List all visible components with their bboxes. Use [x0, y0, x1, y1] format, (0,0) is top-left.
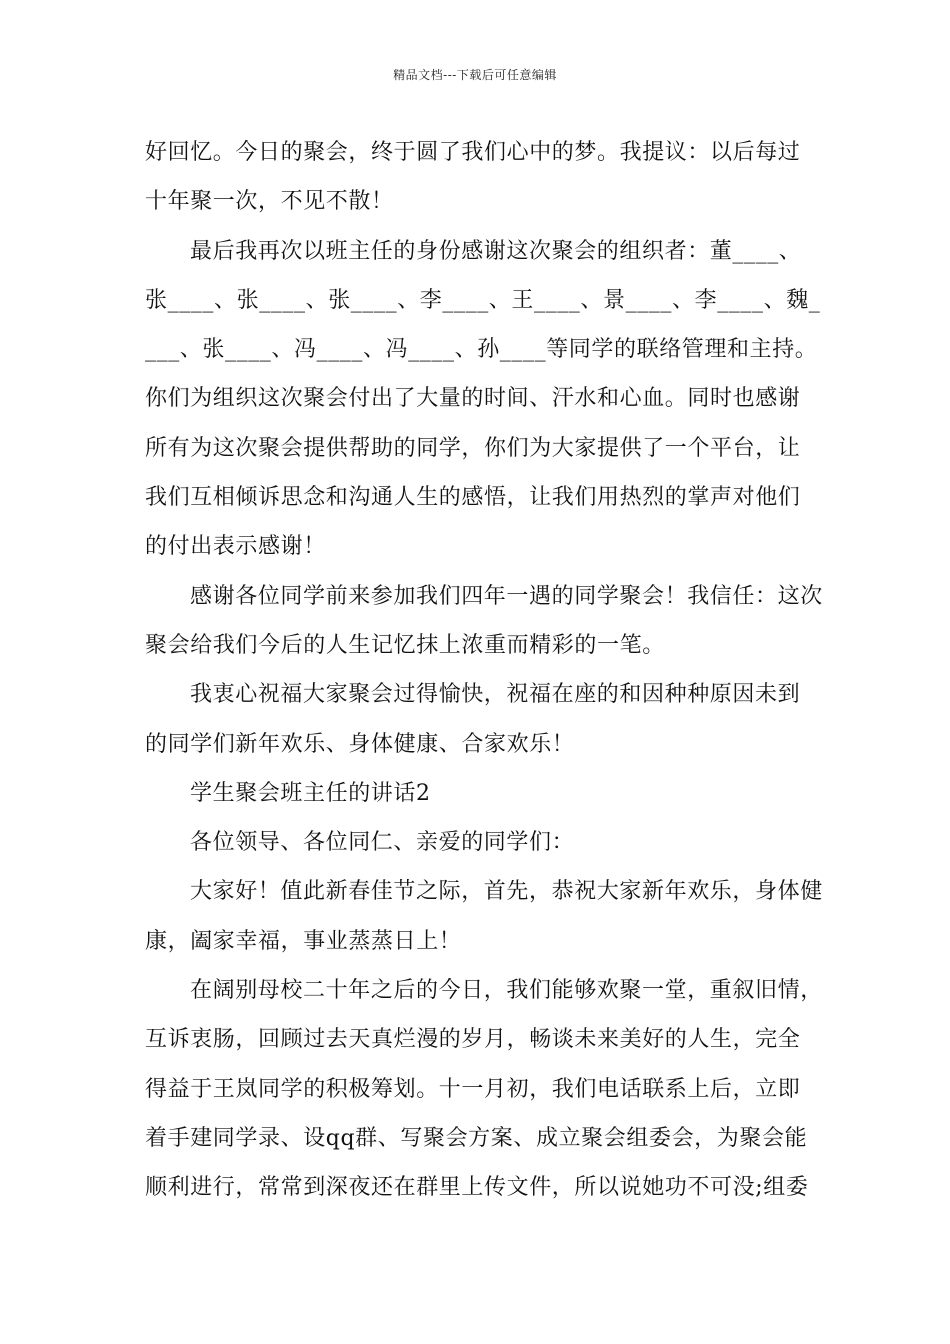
- text-line: 十年聚一次，不见不散！: [145, 189, 394, 215]
- text-line: 聚会给我们今后的人生记忆抹上浓重而精彩的一笔。: [145, 632, 665, 658]
- text-line: 好回忆。今日的聚会，终于圆了我们心中的梦。我提议：以后每过: [145, 140, 801, 165]
- text-line: 着手建同学录、设qq群、写聚会方案、成立聚会组委会，为聚会能: [145, 1125, 808, 1151]
- salutation: 各位领导、各位同仁、亲爱的同学们：: [190, 830, 575, 856]
- text-line: ___、张____、冯____、冯____、孙____等同学的联络管理和主持。: [145, 337, 818, 363]
- text-line: 感谢各位同学前来参加我们四年一遇的同学聚会！我信任：这次: [190, 583, 823, 609]
- text-line: 的同学们新年欢乐、身体健康、合家欢乐！: [145, 731, 575, 757]
- text-line: 的付出表示感谢！: [145, 534, 326, 560]
- text-line: 得益于王岚同学的积极筹划。十一月初，我们电话联系上后，立即: [145, 1076, 801, 1102]
- text-line: 大家好！值此新春佳节之际，首先，恭祝大家新年欢乐，身体健: [190, 879, 823, 905]
- text-line: 我衷心祝福大家聚会过得愉快，祝福在座的和因种种原因未到: [190, 682, 801, 708]
- text-line: 我们互相倾诉思念和沟通人生的感悟，让我们用热烈的掌声对他们: [145, 485, 801, 511]
- text-line: 最后我再次以班主任的身份感谢这次聚会的组织者：董____、: [190, 238, 802, 264]
- text-line: 康，阖家幸福，事业蒸蒸日上！: [145, 928, 462, 954]
- text-line: 互诉衷肠，回顾过去天真烂漫的岁月，畅谈未来美好的人生，完全: [145, 1027, 801, 1053]
- text-line: 所有为这次聚会提供帮助的同学，你们为大家提供了一个平台，让: [145, 435, 801, 461]
- document-body: [145, 128, 823, 1213]
- text-line: 顺利进行，常常到深夜还在群里上传文件，所以说她功不可没;组委: [145, 1175, 809, 1201]
- text-line: 在阔别母校二十年之后的今日，我们能够欢聚一堂，重叙旧情，: [190, 978, 823, 1004]
- page-header: 精品文档---下载后可任意编辑: [393, 68, 557, 82]
- section-title: 学生聚会班主任的讲话2: [190, 780, 431, 806]
- text-line: 张____、张____、张____、李____、王____、景____、李____、魏_: [145, 287, 821, 313]
- text-line: 你们为组织这次聚会付出了大量的时间、汗水和心血。同时也感谢: [145, 386, 801, 412]
